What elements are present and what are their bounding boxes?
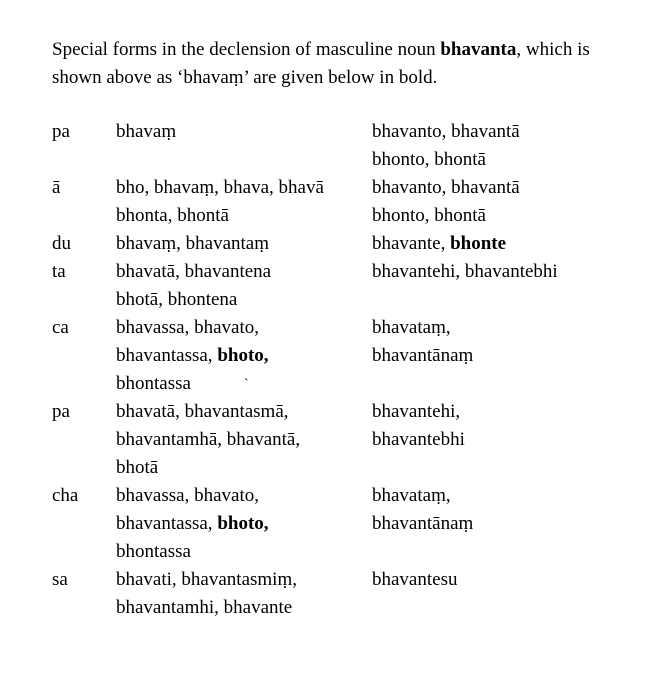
form-line	[372, 230, 652, 258]
form-line	[116, 174, 372, 202]
singular-forms	[116, 482, 372, 566]
form-text: bhonto, bhontā	[372, 149, 486, 170]
form-text: bhotā, bhontena	[116, 289, 238, 310]
declension-row	[52, 482, 652, 566]
form-line	[116, 594, 372, 622]
case-label: du	[52, 233, 71, 254]
plural-forms	[372, 566, 652, 594]
case-label: ā	[52, 177, 61, 198]
intro-noun: bhavanta	[440, 39, 517, 60]
declension-row	[52, 566, 652, 622]
declension-row	[52, 314, 652, 398]
form-line	[116, 342, 372, 370]
plural-forms	[372, 230, 652, 258]
declension-row	[52, 230, 652, 258]
plural-forms	[372, 482, 652, 538]
form-line	[372, 258, 652, 286]
special-form: bhoto,	[217, 513, 269, 534]
singular-forms	[116, 174, 372, 230]
singular-forms	[116, 230, 372, 258]
form-line	[116, 202, 372, 230]
form-text: bhavantassa,	[116, 513, 218, 534]
declension-row	[52, 258, 652, 314]
form-line	[372, 426, 652, 454]
form-text: bho, bhavaṃ, bhava, bhavā	[116, 177, 324, 198]
special-form: bhonte	[450, 233, 507, 254]
form-text: bhontassa	[116, 541, 191, 562]
form-line	[116, 454, 372, 482]
form-text: bhavataṃ,	[372, 485, 451, 506]
form-text: bhavatā, bhavantena	[116, 261, 272, 282]
form-text: bhavatā, bhavantasmā,	[116, 401, 289, 422]
form-line	[372, 174, 652, 202]
case-label: pa	[52, 121, 70, 142]
special-form: bhoto,	[217, 345, 269, 366]
case-label: cha	[52, 485, 79, 506]
form-line	[116, 482, 372, 510]
form-line	[372, 202, 652, 230]
form-text: bhavantānaṃ	[372, 513, 474, 534]
form-line	[116, 258, 372, 286]
form-text: bhavanto, bhavantā	[372, 177, 520, 198]
case-label: sa	[52, 569, 68, 590]
form-line	[116, 118, 372, 146]
singular-forms	[116, 258, 372, 314]
form-line	[372, 566, 652, 594]
form-text: bhavanto, bhavantā	[372, 121, 520, 142]
intro-text-end: , which is shown above as ‘bhavaṃ’ are given below in bold.	[52, 39, 590, 88]
form-text: bhavantehi,	[372, 401, 461, 422]
form-line	[372, 314, 652, 342]
form-text: bhavati, bhavantasmiṃ,	[116, 569, 297, 590]
form-line	[116, 230, 372, 258]
form-text: bhavantānaṃ	[372, 345, 474, 366]
case-label: ta	[52, 261, 66, 282]
singular-forms	[116, 566, 372, 622]
form-line	[116, 510, 372, 538]
form-line	[116, 538, 372, 566]
form-text: bhavaṃ, bhavantaṃ	[116, 233, 270, 254]
form-text: bhavantehi, bhavantebhi	[372, 261, 558, 282]
form-line	[116, 426, 372, 454]
form-text: bhonta, bhontā	[116, 205, 229, 226]
form-line	[372, 342, 652, 370]
form-text: bhavantassa,	[116, 345, 218, 366]
singular-forms	[116, 398, 372, 482]
form-text: bhavaṃ	[116, 121, 177, 142]
form-line	[372, 510, 652, 538]
case-label: ca	[52, 317, 69, 338]
intro-paragraph	[52, 36, 642, 92]
plural-forms	[372, 314, 652, 370]
form-line	[116, 566, 372, 594]
form-text: bhontassa	[116, 373, 191, 394]
form-line	[116, 398, 372, 426]
declension-row	[52, 398, 652, 482]
form-line	[372, 118, 652, 146]
form-text: bhavante,	[372, 233, 451, 254]
form-text: bhavassa, bhavato,	[116, 317, 259, 338]
form-text: bhavataṃ,	[372, 317, 451, 338]
case-label: pa	[52, 401, 70, 422]
declension-row	[52, 118, 652, 174]
singular-forms	[116, 118, 372, 146]
form-text: bhonto, bhontā	[372, 205, 486, 226]
declension-row	[52, 174, 652, 230]
plural-forms	[372, 174, 652, 230]
plural-forms	[372, 398, 652, 454]
form-line	[372, 398, 652, 426]
declension-table	[52, 118, 652, 622]
form-text: bhotā	[116, 457, 159, 478]
plural-forms	[372, 118, 652, 174]
plural-forms	[372, 258, 652, 286]
form-line	[116, 286, 372, 314]
form-line	[372, 146, 652, 174]
form-line	[372, 482, 652, 510]
intro-text-start: Special forms in the declension of masculine noun	[52, 39, 441, 60]
form-text: bhavantamhi, bhavante	[116, 597, 293, 618]
form-text: bhavantamhā, bhavantā,	[116, 429, 301, 450]
form-line	[116, 314, 372, 342]
stray-mark: `	[244, 377, 249, 392]
form-text: bhavassa, bhavato,	[116, 485, 259, 506]
form-text: bhavantesu	[372, 569, 458, 590]
form-text: bhavantebhi	[372, 429, 465, 450]
